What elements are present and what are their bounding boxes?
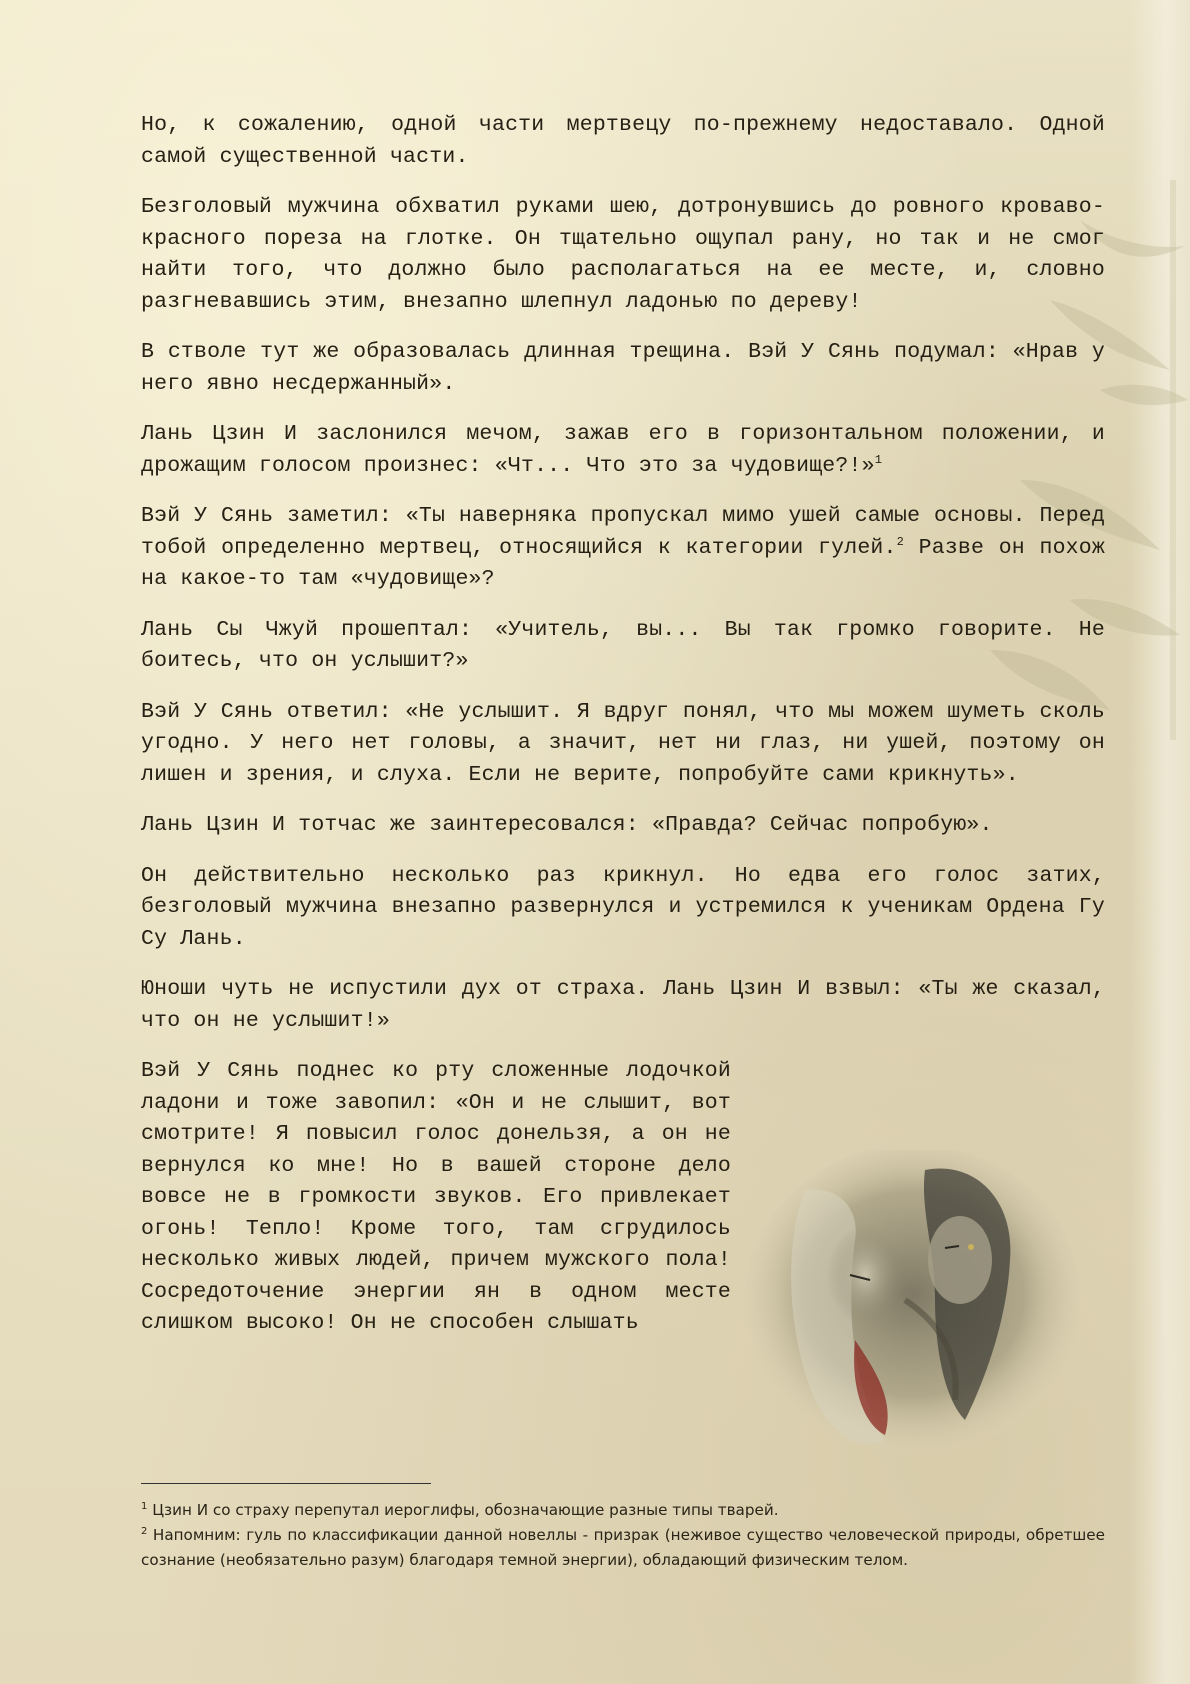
footnote-mark: 2	[141, 1525, 148, 1537]
illustration-two-figures-icon	[745, 1150, 1080, 1460]
paragraph	[141, 419, 1105, 482]
paragraph: Но, к сожалению, одной части мертвецу по-прежнему недоставало. Одной самой существенной части.	[141, 113, 1105, 169]
paragraph-text: Лань Цзин И заслонился мечом, зажав его в горизонтальном положении, и дрожащим голосом произнес: «Чт... Что это за чудовище?!»	[141, 422, 1105, 478]
paragraph: Лань Цзин И тотчас же заинтересовался: «Правда? Сейчас попробую».	[141, 813, 993, 837]
paragraph: Вэй У Сянь поднес ко рту сложенные лодочкой ладони и тоже завопил: «Он и не слышит, вот смотрите! Я повысил голос донельзя, а он не вернулся ко мне! Но в вашей стороне дело вовсе не в громкости звуков. Его привлекает огонь! Тепло! Кроме того, там сгрудилось несколько живых людей, причем мужского пола! Сосредоточение энергии ян в одном месте слишком высоко! Он не способен слышать	[141, 1059, 731, 1335]
footnote-reference[interactable]: 1	[874, 452, 883, 467]
footnote	[141, 1498, 1105, 1523]
paragraph: Юноши чуть не испустили дух от страха. Лань Цзин И взвыл: «Ты же сказал, что он не услышит!»	[141, 977, 1105, 1033]
footnote-mark: 1	[141, 1500, 148, 1512]
footnote-text: Цзин И со страху перепутал иероглифы, обозначающие разные типы тварей.	[147, 1501, 779, 1519]
footnote-reference[interactable]: 2	[896, 534, 905, 549]
paragraph-text: Разве он похож на какое-то там «чудовище»?	[141, 535, 1105, 591]
footnotes	[141, 1498, 1105, 1573]
paragraph	[141, 501, 1105, 596]
footnote-text: Напомним: гуль по классификации данной новеллы - призрак (неживое существо человеческой природы, обретшее сознание (необязательно разум) благодаря темной энергии), обладающий физическим телом.	[141, 1526, 1105, 1569]
footnote	[141, 1523, 1105, 1573]
paragraph: В стволе тут же образовалась длинная трещина. Вэй У Сянь подумал: «Нрав у него явно несдержанный».	[141, 340, 1105, 396]
paragraph: Безголовый мужчина обхватил руками шею, дотронувшись до ровного кроваво-красного пореза на глотке. Он тщательно ощупал рану, но так и не смог найти того, что должно было располагаться на ее месте, и, словно разгневавшись этим, внезапно шлепнул ладонью по дереву!	[141, 195, 1105, 314]
paragraph: Вэй У Сянь ответил: «Не услышит. Я вдруг понял, что мы можем шуметь сколь угодно. У него нет головы, а значит, нет ни глаз, ни ушей, поэтому он лишен и зрения, и слуха. Если не верите, попробуйте сами крикнуть».	[141, 699, 1105, 787]
paragraph: Он действительно несколько раз крикнул. Но едва его голос затих, безголовый мужчина внезапно развернулся и устремился к ученикам Ордена Гу Су Лань.	[141, 863, 1105, 951]
footnote-divider	[141, 1483, 431, 1484]
paragraph-text: Вэй У Сянь заметил: «Ты наверняка пропускал мимо ушей самые основы. Перед тобой определенно мертвец, относящийся к категории гулей.	[141, 504, 1105, 560]
paragraph: Лань Сы Чжуй прошептал: «Учитель, вы... Вы так громко говорите. Не боитесь, что он услышит?»	[141, 617, 1105, 673]
